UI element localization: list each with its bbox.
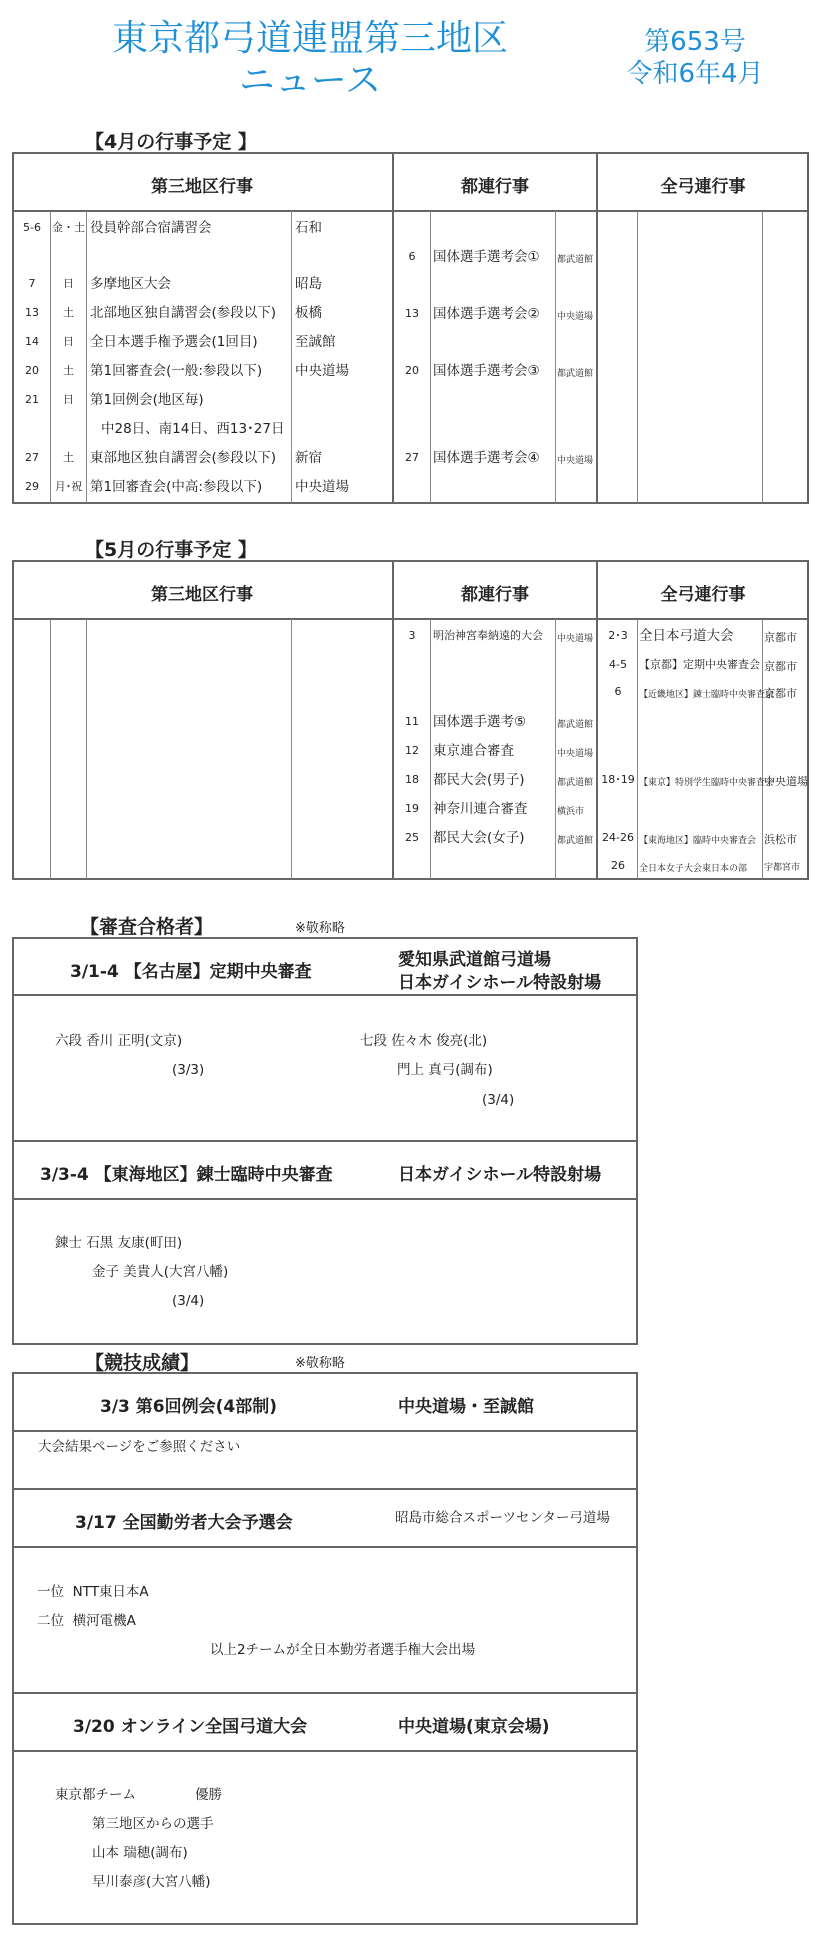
kyogi-b2-r2: 二位 横河電機A — [37, 1613, 136, 1629]
toren-event: 国体選手選考⑤ — [433, 714, 527, 730]
shinsa-b2-l2: 金子 美貴人(大宮八幡) — [92, 1264, 229, 1280]
title-line1: 東京都弓道連盟第三地区 — [111, 18, 508, 59]
district-place: 昭島 — [295, 276, 322, 292]
shinsa-b1-r2: 門上 真弓(調布) — [397, 1062, 493, 1078]
district-weekday: 土 — [63, 364, 74, 377]
zenkyu-event: 【京都】定期中央審査会 — [639, 658, 760, 671]
may-col-toren: 都連行事 — [461, 585, 529, 605]
kyogi-b2-title: 3/17 全国勤労者大会予選会 — [75, 1513, 293, 1533]
toren-event: 国体選手選考会① — [433, 249, 540, 265]
may-col-district: 第三地区行事 — [151, 585, 253, 605]
toren-event: 国体選手選考会③ — [433, 363, 540, 379]
kyogi-b2-venue: 昭島市総合スポーツセンター弓道場 — [395, 1510, 610, 1526]
april-col-district: 第三地区行事 — [151, 177, 253, 197]
district-place: 石和 — [295, 220, 322, 236]
district-event: 東部地区独自講習会(参段以下) — [90, 450, 277, 466]
shinsa-b2-l2-date: (3/4) — [172, 1293, 205, 1309]
district-date: 7 — [28, 277, 36, 290]
shinsa-b1-venue1: 愛知県武道館弓道場 — [398, 950, 551, 970]
district-date: 13 — [25, 306, 39, 319]
toren-event: 国体選手選考会④ — [433, 450, 540, 466]
district-weekday: 日 — [63, 277, 74, 290]
zenkyu-event: 全日本女子大会東日本の部 — [639, 864, 748, 874]
toren-date: 12 — [405, 744, 419, 757]
kyogi-b3-venue: 中央道場(東京会場) — [398, 1717, 550, 1737]
zenkyu-date: 2･3 — [608, 629, 628, 642]
district-place: 板橋 — [295, 305, 322, 321]
zenkyu-date: 26 — [611, 859, 625, 872]
issue-date: 令和6年4月 — [626, 59, 764, 89]
toren-date: 11 — [405, 715, 419, 728]
district-event: 第1回例会(地区毎) — [90, 392, 204, 408]
zenkyu-place: 京都市 — [764, 660, 797, 673]
district-place: 中央道場 — [295, 479, 349, 495]
zenkyu-place: 浜松市 — [764, 833, 797, 846]
zenkyu-date: 6 — [614, 685, 622, 698]
toren-place: 都武道館 — [557, 369, 594, 379]
april-col-zenkyu: 全弓連行事 — [660, 177, 746, 197]
district-date: 5-6 — [23, 221, 41, 234]
zenkyu-place: 宇都宮市 — [764, 863, 801, 873]
shinsa-heading: 【審査合格者】 — [80, 916, 214, 938]
shinsa-b2-venue: 日本ガイシホール特設射場 — [398, 1165, 602, 1185]
district-place: 中央道場 — [295, 363, 349, 379]
kyogi-b3-r4: 早川泰彦(大宮八幡) — [92, 1874, 211, 1890]
issue-info — [615, 26, 775, 90]
district-weekday: 土 — [63, 306, 74, 319]
shinsa-b2-title: 3/3-4 【東海地区】錬士臨時中央審査 — [40, 1165, 333, 1185]
district-event: 中28日、南14日、西13･27日 — [101, 421, 285, 437]
district-event: 役員幹部合宿講習会 — [90, 220, 212, 236]
district-event: 第1回審査会(一般:参段以下) — [90, 363, 263, 379]
kyogi-b1-venue: 中央道場・至誠館 — [398, 1397, 534, 1417]
april-heading: 【4月の行事予定 】 — [85, 131, 257, 153]
zenkyu-event: 【東海地区】臨時中央審査会 — [639, 836, 757, 846]
kyogi-b3-r2: 第三地区からの選手 — [92, 1816, 214, 1832]
may-heading: 【5月の行事予定 】 — [85, 539, 257, 561]
district-place: 至誠館 — [295, 334, 336, 350]
district-date: 29 — [25, 480, 39, 493]
toren-date: 3 — [408, 629, 416, 642]
kyogi-b3-title: 3/20 オンライン全国弓道大会 — [73, 1717, 308, 1737]
shinsa-b1-title: 3/1-4 【名古屋】定期中央審査 — [70, 962, 312, 982]
district-weekday: 土 — [63, 451, 74, 464]
toren-place: 都武道館 — [557, 720, 594, 730]
kyogi-b2-r3: 以上2チームが全日本勤労者選手権大会出場 — [210, 1642, 476, 1658]
zenkyu-date: 24-26 — [602, 831, 634, 844]
toren-place: 中央道場 — [557, 749, 594, 759]
district-date: 20 — [25, 364, 39, 377]
shinsa-b1-venue2: 日本ガイシホール特設射場 — [398, 973, 602, 993]
toren-date: 25 — [405, 831, 419, 844]
zenkyu-date: 18･19 — [601, 773, 635, 786]
kyogi-heading: 【競技成績】 — [85, 1352, 200, 1374]
kyogi-note: ※敬称略 — [295, 1356, 345, 1371]
kyogi-b1-text: 大会結果ページをご参照ください — [38, 1439, 241, 1455]
shinsa-b2-l1: 錬士 石黒 友康(町田) — [55, 1235, 183, 1251]
may-col-zenkyu: 全弓連行事 — [660, 585, 746, 605]
toren-place: 中央道場 — [557, 456, 594, 466]
toren-event: 国体選手選考会② — [433, 306, 540, 322]
district-weekday: 月･祝 — [54, 480, 83, 493]
district-place: 新宿 — [295, 450, 322, 466]
toren-date: 20 — [405, 364, 419, 377]
zenkyu-place: 京都市 — [764, 631, 797, 644]
april-col-toren: 都連行事 — [461, 177, 529, 197]
zenkyu-event: 【東京】特別学生臨時中央審査会 — [639, 778, 775, 788]
newsletter-title — [90, 18, 530, 102]
title-line2: ニュース — [238, 60, 382, 101]
toren-date: 18 — [405, 773, 419, 786]
zenkyu-place: 京都市 — [764, 687, 797, 700]
district-date: 14 — [25, 335, 39, 348]
toren-place: 都武道館 — [557, 255, 594, 265]
zenkyu-event: 【近畿地区】錬士臨時中央審査会 — [639, 690, 775, 700]
shinsa-b1-r2-date: (3/4) — [482, 1092, 515, 1108]
toren-event: 都民大会(男子) — [433, 772, 525, 788]
toren-place: 都武道館 — [557, 778, 594, 788]
toren-place: 都武道館 — [557, 836, 594, 846]
kyogi-b3-r1: 東京都チーム — [55, 1787, 136, 1803]
toren-place: 中央道場 — [557, 312, 594, 322]
zenkyu-place: 中央道場 — [764, 775, 808, 788]
toren-date: 6 — [408, 250, 416, 263]
district-event: 全日本選手権予選会(1回目) — [90, 334, 258, 350]
kyogi-b3-r1b: 優勝 — [195, 1787, 222, 1803]
kyogi-b3-r3: 山本 瑞穂(調布) — [92, 1845, 188, 1861]
district-event: 多摩地区大会 — [90, 276, 171, 292]
district-event: 北部地区独自講習会(参段以下) — [90, 305, 277, 321]
toren-place: 中央道場 — [557, 634, 594, 644]
district-event: 第1回審査会(中高:参段以下) — [90, 479, 263, 495]
toren-event: 都民大会(女子) — [433, 830, 525, 846]
kyogi-b2-r1: 一位 NTT東日本A — [37, 1584, 149, 1600]
issue-number: 第653号 — [644, 27, 746, 57]
kyogi-b1-title: 3/3 第6回例会(4部制) — [100, 1397, 277, 1417]
district-weekday: 日 — [63, 393, 74, 406]
zenkyu-event: 全日本弓道大会 — [639, 628, 734, 644]
toren-event: 神奈川連合審査 — [433, 801, 528, 817]
shinsa-b1-l1-date: (3/3) — [172, 1062, 205, 1078]
district-date: 21 — [25, 393, 39, 406]
toren-event: 明治神宮奉納遠的大会 — [433, 629, 543, 642]
shinsa-b1-l1: 六段 香川 正明(文京) — [55, 1033, 183, 1049]
toren-date: 13 — [405, 307, 419, 320]
toren-date: 27 — [405, 451, 419, 464]
district-weekday: 金・土 — [52, 221, 85, 234]
toren-event: 東京連合審査 — [433, 743, 514, 759]
shinsa-note: ※敬称略 — [295, 921, 345, 936]
shinsa-b1-r1: 七段 佐々木 俊亮(北) — [360, 1033, 488, 1049]
toren-date: 19 — [405, 802, 419, 815]
district-weekday: 日 — [63, 335, 74, 348]
toren-place: 横浜市 — [557, 807, 585, 817]
district-date: 27 — [25, 451, 39, 464]
zenkyu-date: 4-5 — [609, 658, 627, 671]
